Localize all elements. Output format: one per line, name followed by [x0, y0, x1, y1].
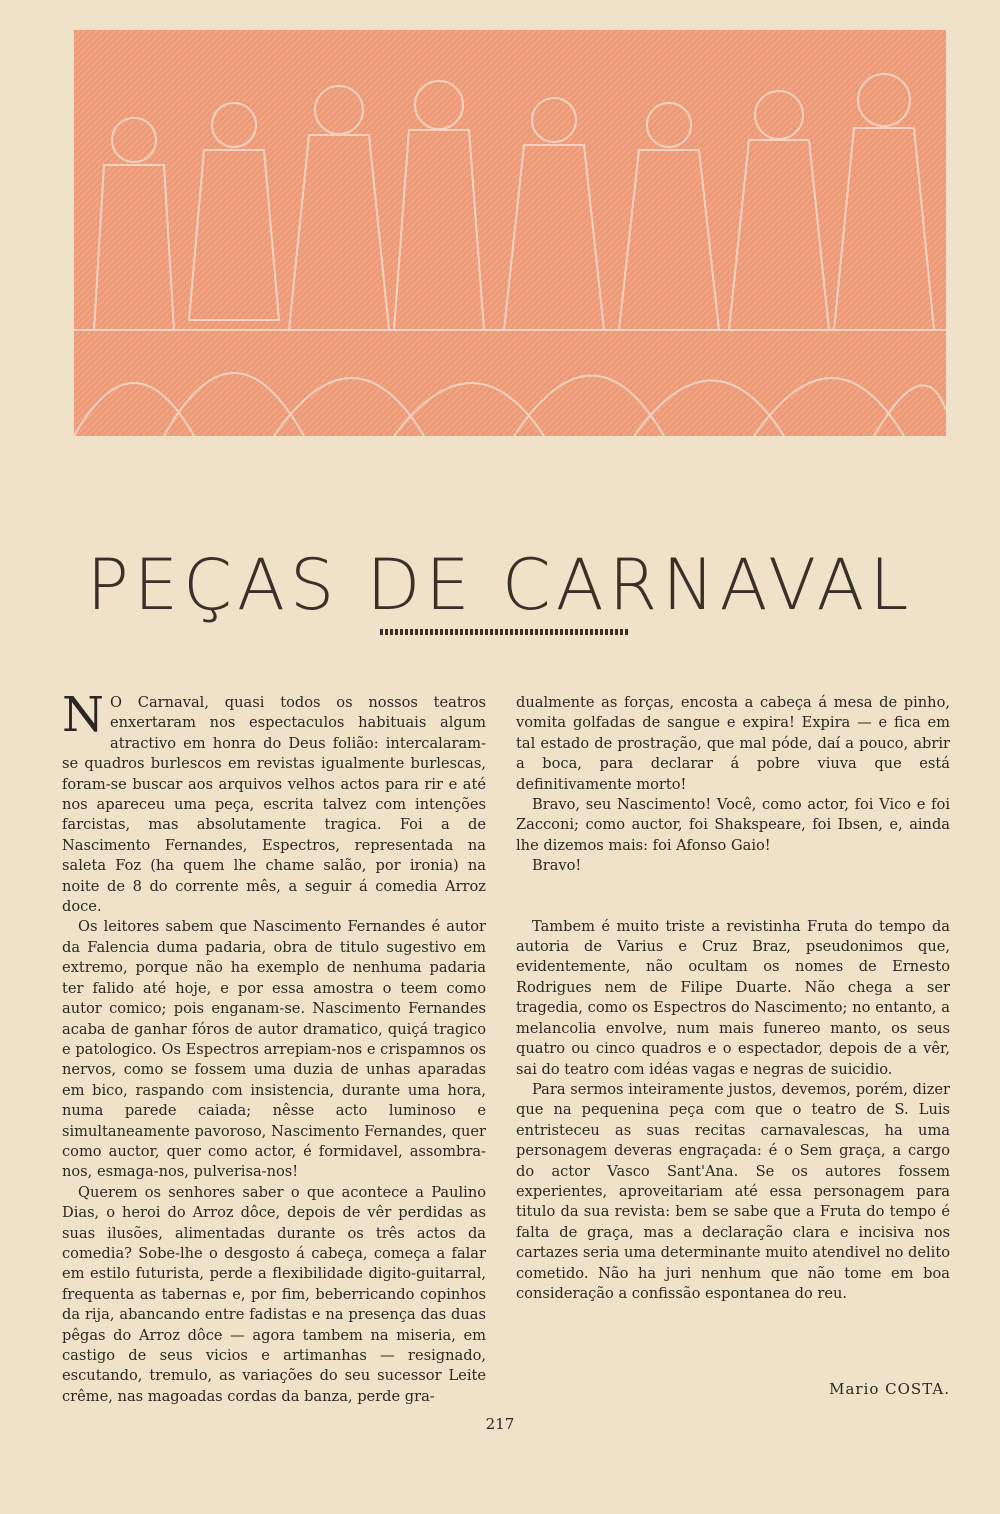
right-column	[516, 693, 950, 1304]
bleed-through-heading	[555, 14, 915, 74]
carnival-crowd-illustration-icon	[74, 30, 946, 436]
paragraph-8: Para sermos inteiramente justos, devemos, porém, dizer que na pequenina peça com que o teatro de S. Luis entristeceu as suas recitas carnavalescas, ha uma personagem deveras engraçada: é o Sem graça, a cargo do actor Vasco Sant'Ana. Se os autores fossem experientes, aproveitariam até essa personagem para titulo da sua revista: bem se sabe que a Fruta do tempo é falta de graça, mas a declaração clara e incisiva nos cartazes seria uma determinante muito atendivel no delito cometido. Não ha juri nenhum que não tome em boa consideração a confissão espontanea do reu.	[516, 1080, 950, 1302]
left-column	[62, 687, 486, 1407]
title-rule	[380, 629, 628, 635]
page-number: 217	[485, 1415, 515, 1433]
section-gap	[516, 877, 950, 917]
author-signature: Mario COSTA.	[829, 1380, 950, 1398]
paragraph-5: Bravo, seu Nascimento! Você, como actor, foi Vico e foi Zacconi; como auctor, foi Shakspeare, foi Ibsen, e, ainda lhe dizemos mais: foi Afonso Gaio!	[516, 796, 950, 854]
paragraph-1: N O Carnaval, quasi todos os nossos teatros enxertaram nos espectaculos habituais algum atractivo em honra do Deus folião: intercalaram-se quadros burlescos em revistas igualmente burlescas, foram-se buscar aos arquivos velhos actos para rir e até nos apareceu uma peça, escrita talvez com intenções farcistas, mas absolutamente tragica. Foi a de Nascimento Fernandes, Espectros, representada na saleta Foz (ha quem lhe chame salão, por ironia) na noite de 8 do corrente mês, a seguir á comedia Arroz doce.	[62, 687, 486, 916]
paragraph-6: Bravo!	[532, 857, 582, 875]
carnival-illustration	[74, 30, 946, 436]
paragraph-3: Querem os senhores saber o que acontece a Paulino Dias, o heroi do Arroz dôce, depois de vêr perdidas as suas ilusões, alimentadas durante os três actos da comedia? Sobe-lhe o desgosto á cabeça, começa a falar em estilo futurista, perde a flexibilidade digito-guitarral, frequenta as tabernas e, por fim, beberricando copinhos da rija, abancando entre fadistas e na presença das duas pêgas do Arroz dôce — agora tambem na miseria, em castigo de seus vicios e artimanhas — resignado, escutando, tremulo, as variações do seu sucessor Leite crême, nas magoadas cordas da banza, perde gra-	[62, 1183, 486, 1405]
paragraph-7: Tambem é muito triste a revistinha Fruta do tempo da autoria de Varius e Cruz Braz, pseudonimos que, evidentemente, não ocultam os nomes de Ernesto Rodrigues nem de Filipe Duarte. Não chega a ser tragedia, como os Espectros do Nascimento; no entanto, a melancolia envolve, num mais funereo manto, os seus quatro ou cinco quadros e o espectador, depois de a vêr, sai do teatro com idéas vagas e negras de suicidio.	[516, 917, 950, 1078]
paragraph-4: dualmente as forças, encosta a cabeça á mesa de pinho, vomita golfadas de sangue e expira! Expira — e fica em tal estado de prostração, que mal póde, daí a pouco, abrir a boca, para declarar á pobre viuva que está definitivamente morto!	[516, 694, 950, 793]
paragraph-2: Os leitores sabem que Nascimento Fernandes é autor da Falencia duma padaria, obra de titulo sugestivo em extremo, porque não ha exemplo de nenhuma padaria ter falido até hoje, e por essa amostra o teem como autor comico; pois enganam-se. Nascimento Fernandes acaba de ganhar fóros de autor dramatico, quiçá tragico e patologico. Os Espectros arrepiam-nos e crispamnos os nervos, como se fossem uma duzia de unhas aparadas em bico, raspando com insistencia, durante uma hora, numa parede caiada; nêsse acto luminoso e simultaneamente pavoroso, Nascimento Fernandes, quer como auctor, quer como actor, é formidavel, assombra-nos, esmaga-nos, pulverisa-nos!	[62, 918, 486, 1181]
article-title: PEÇAS DE CARNAVAL	[86, 543, 914, 626]
dropcap: N	[62, 687, 104, 743]
